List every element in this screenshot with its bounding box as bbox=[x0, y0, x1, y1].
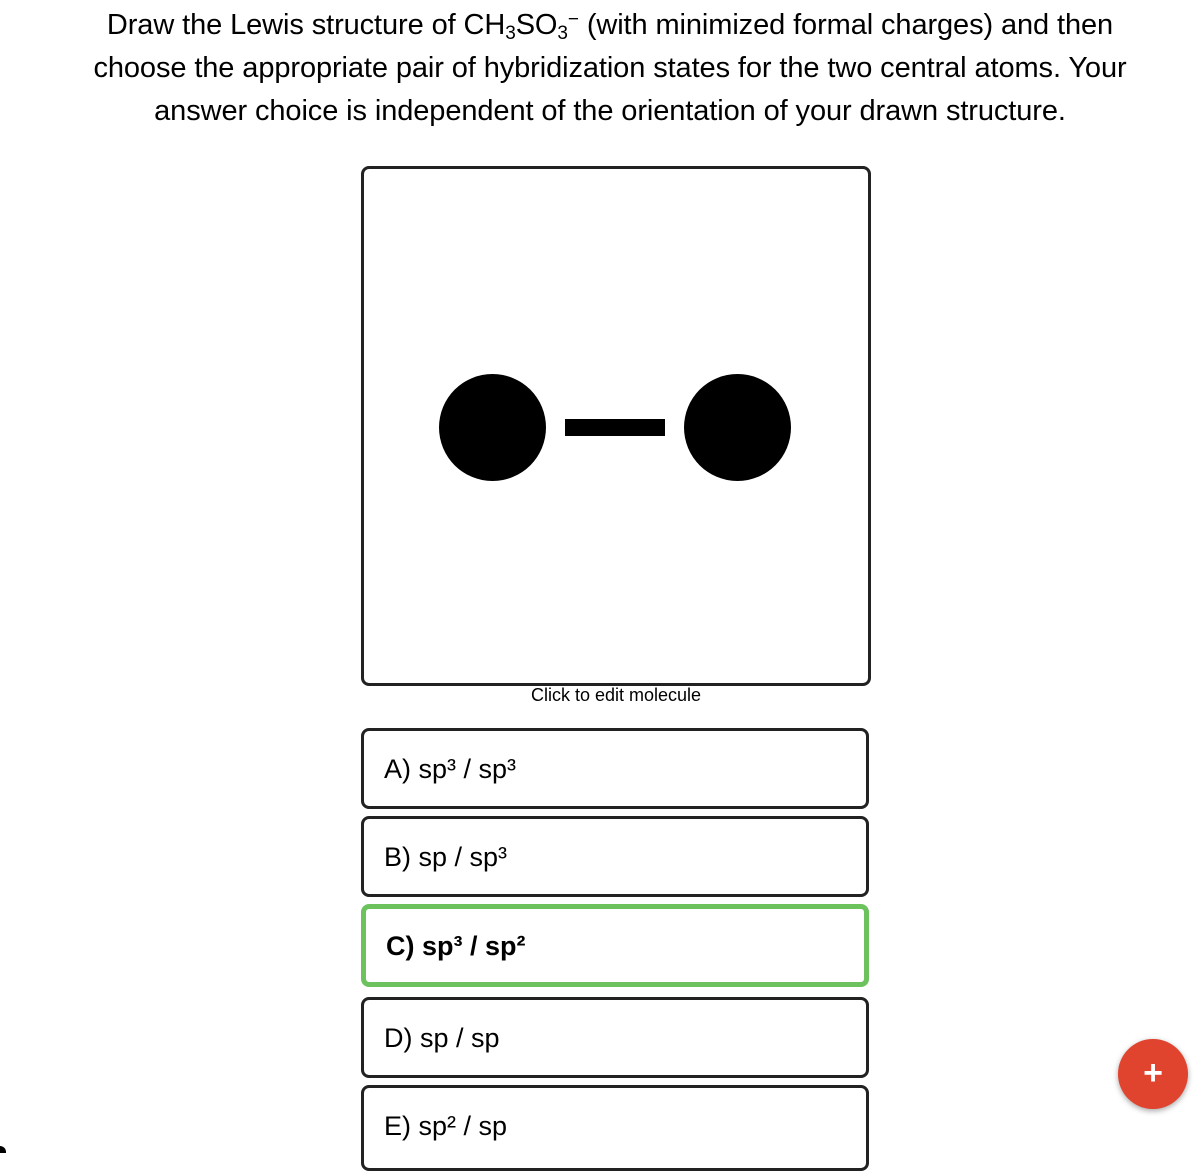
choice-a-label: A) sp³ / sp³ bbox=[384, 754, 517, 784]
choice-c-label: C) sp³ / sp² bbox=[386, 931, 526, 961]
corner-decoration bbox=[0, 1146, 6, 1153]
molecule-editor-canvas[interactable] bbox=[361, 166, 871, 686]
choice-d-button[interactable] bbox=[361, 997, 869, 1078]
choice-e-button[interactable] bbox=[361, 1085, 869, 1171]
plus-icon: + bbox=[1143, 1054, 1163, 1092]
choice-b-button[interactable] bbox=[361, 816, 869, 897]
choice-d-label: D) sp / sp bbox=[384, 1023, 500, 1053]
question-line-1: Draw the Lewis structure of $CH_3SO_3^-$ (with minimized formal charges) and then bbox=[106, 9, 1114, 44]
add-button[interactable] bbox=[1118, 1039, 1188, 1109]
choice-c-button[interactable] bbox=[361, 904, 869, 987]
atom-right[interactable] bbox=[684, 374, 791, 481]
atom-left[interactable] bbox=[439, 374, 546, 481]
question-text bbox=[40, 4, 1180, 133]
question-line-2: choose the appropriate pair of hybridization states for the two central atoms. Your bbox=[93, 52, 1127, 84]
choice-b-label: B) sp / sp³ bbox=[384, 842, 508, 872]
edit-molecule-link[interactable]: Click to edit molecule bbox=[530, 685, 702, 705]
choice-a-button[interactable] bbox=[361, 728, 869, 809]
choice-e-label: E) sp² / sp bbox=[384, 1111, 508, 1141]
single-bond[interactable] bbox=[565, 419, 665, 436]
question-line-3: answer choice is independent of the orientation of your drawn structure. bbox=[154, 95, 1066, 127]
